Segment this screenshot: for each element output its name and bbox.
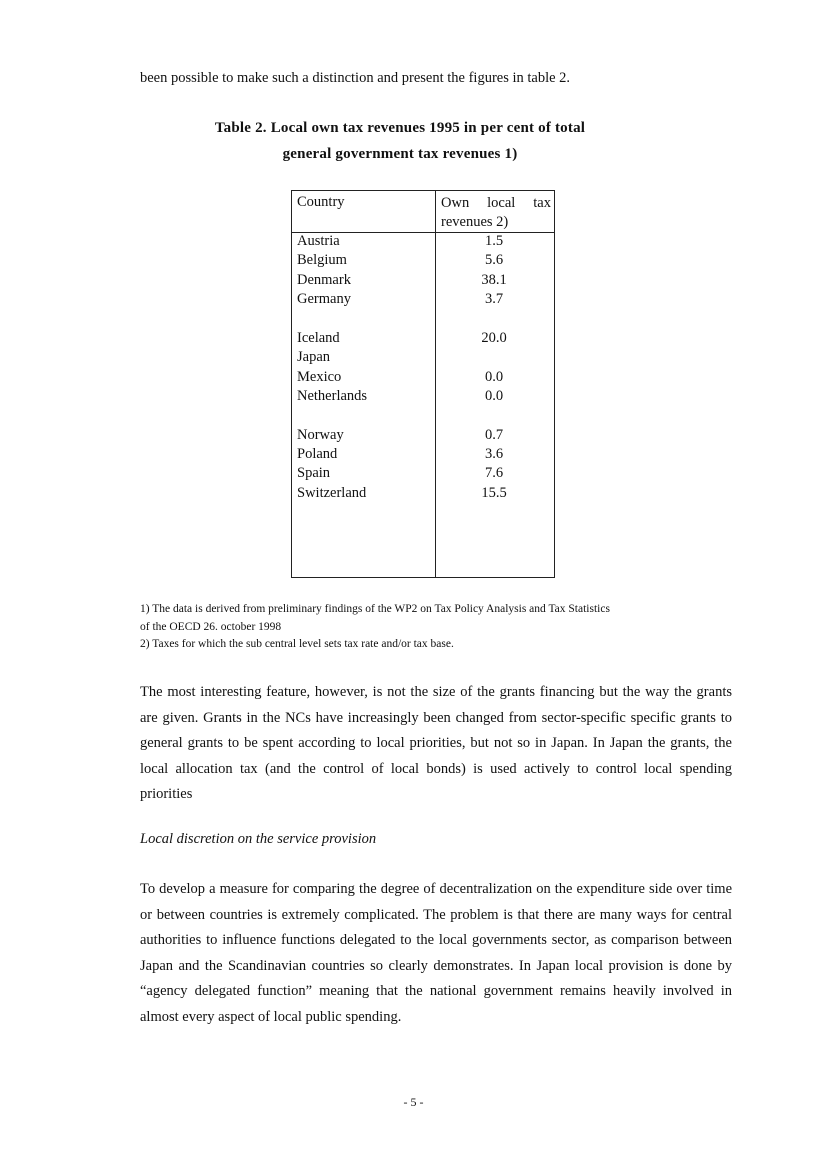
row-country: Iceland	[297, 330, 340, 346]
intro-sentence: been possible to make such a distinction and present the figures in table 2.	[140, 70, 571, 86]
section-heading: Local discretion on the service provision	[140, 831, 377, 847]
table-row	[292, 446, 554, 465]
table-caption-line2: general government tax revenues 1)	[282, 146, 518, 162]
table-row	[292, 465, 554, 484]
row-country: Spain	[297, 465, 331, 481]
row-value: 0.7	[484, 427, 504, 443]
row-country: Switzerland	[297, 485, 367, 501]
row-country: Netherlands	[297, 388, 368, 404]
table-row	[292, 272, 554, 291]
tax-revenue-table	[291, 190, 555, 578]
paragraph-grants: The most interesting feature, however, is not the size of the grants financing but the way the grants are given. Grants in the NCs have increasingly been changed from sector-specific specific grants to general grants to be spent according to local priorities, but not so in Japan. In Japan the grants, the local allocation tax (and the control of local bonds) is used actively to control local spending priorities	[140, 684, 732, 802]
row-country: Germany	[297, 291, 351, 307]
row-value: 0.0	[484, 369, 504, 385]
row-country: Austria	[297, 233, 340, 249]
row-value: 38.1	[481, 272, 507, 288]
footnote-1-line1: 1) The data is derived from preliminary findings of the WP2 on Tax Policy Analysis and Tax Statistics	[140, 603, 610, 615]
footnote-2: 2) Taxes for which the sub central level sets tax rate and/or tax base.	[140, 638, 454, 650]
row-value: 3.7	[484, 291, 504, 307]
table-row	[292, 349, 554, 368]
header-word-tax: tax	[533, 195, 551, 211]
header-revenues: revenues 2)	[441, 214, 509, 230]
row-country: Japan	[297, 349, 331, 365]
header-country: Country	[297, 194, 345, 210]
table-row	[292, 291, 554, 310]
table-caption-line1: Table 2. Local own tax revenues 1995 in per cent of total	[214, 120, 586, 136]
table-row	[292, 233, 554, 252]
page-number: - 5 -	[403, 1095, 424, 1109]
row-value: 20.0	[481, 330, 507, 346]
paragraph-decentralization: To develop a measure for comparing the degree of decentralization on the expenditure side over time or between countries is extremely complicated. The problem is that there are many ways for central authorities to influence functions delegated to the local governments sector, as comparison between Japan and the Scandinavian countries so clearly demonstrates. In Japan local provision is done by “agency delegated function” meaning that the national government remains heavily involved in almost every aspect of local public spending.	[140, 881, 732, 1025]
row-country: Norway	[297, 427, 344, 443]
footnote-1-line2: of the OECD 26. october 1998	[140, 621, 282, 633]
row-value: 0.0	[484, 388, 504, 404]
header-word-own: Own	[441, 195, 470, 211]
header-word-local: local	[487, 195, 516, 211]
row-country: Denmark	[297, 272, 351, 288]
row-value: 3.6	[484, 446, 504, 462]
row-value: 1.5	[484, 233, 504, 249]
header-own-local-tax	[441, 194, 551, 232]
row-country: Poland	[297, 446, 338, 462]
row-value: 5.6	[484, 252, 504, 268]
row-country: Mexico	[297, 369, 342, 385]
table-row	[292, 485, 554, 504]
table-row	[292, 388, 554, 407]
table-row	[292, 330, 554, 349]
row-value: 15.5	[481, 485, 507, 501]
table-row	[292, 427, 554, 446]
row-value: 7.6	[484, 465, 504, 481]
table-row	[292, 369, 554, 388]
row-country: Belgium	[297, 252, 347, 268]
table-row	[292, 252, 554, 271]
